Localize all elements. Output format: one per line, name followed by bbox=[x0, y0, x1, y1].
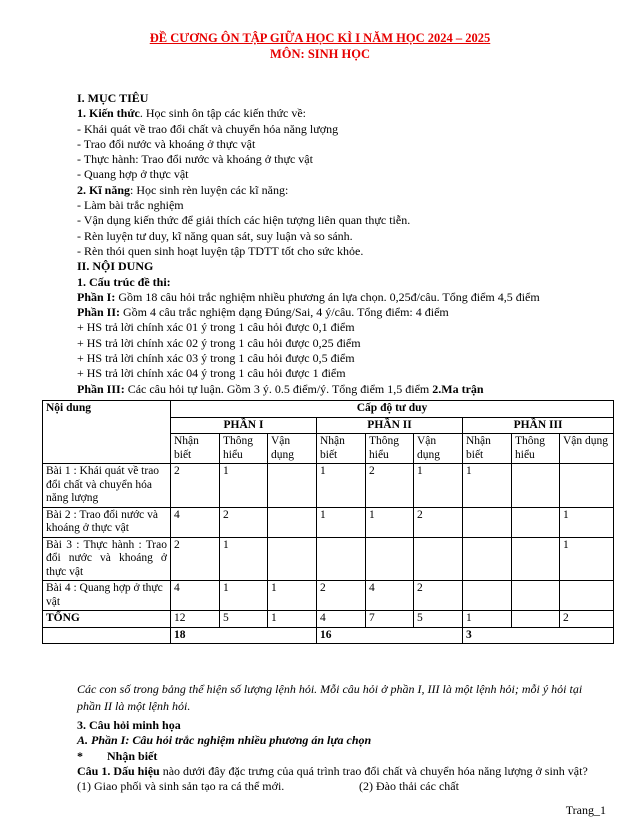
question-1-label: Câu 1. bbox=[77, 763, 111, 778]
scoring-item: + HS trả lời chính xác 03 ý trong 1 câu hỏi được 0,5 điểm bbox=[77, 351, 355, 366]
cell bbox=[366, 537, 414, 581]
grand-total-part2: 16 bbox=[317, 627, 463, 644]
level-line bbox=[77, 749, 597, 764]
level-header: Vận dụng bbox=[268, 434, 317, 464]
cell: 2 bbox=[414, 507, 463, 537]
level-header: Nhận biết bbox=[463, 434, 512, 464]
structure-heading: 1. Cấu trúc đề thi: bbox=[77, 274, 171, 289]
row-name: Bài 2 : Trao đổi nước và khoáng ở thực vật bbox=[43, 507, 171, 537]
matrix-note: Các con số trong bảng thể hiện số lượng lệnh hỏi. Mỗi câu hỏi ở phần I, III là một lệnh hỏi; mỗi ý hỏi tại phần II là một lệnh hỏi. bbox=[77, 682, 583, 713]
cell: 1 bbox=[560, 537, 614, 581]
cell: 2 bbox=[220, 507, 268, 537]
cell bbox=[560, 464, 614, 508]
cell: 1 bbox=[268, 581, 317, 611]
cell: 12 bbox=[171, 611, 220, 628]
scoring-item: + HS trả lời chính xác 04 ý trong 1 câu hỏi được 1 điểm bbox=[77, 366, 346, 381]
matrix-col-content: Nội dung bbox=[43, 401, 171, 464]
level-header: Thông hiểu bbox=[366, 434, 414, 464]
cell bbox=[317, 537, 366, 581]
cell: 2 bbox=[560, 611, 614, 628]
part2-label: Phần II: bbox=[77, 305, 121, 320]
question-1-text: nào dưới đây đặc trưng của quá trình trao đổi chất và chuyển hóa năng lượng ở sinh vật? bbox=[159, 763, 588, 778]
skills-item: - Vận dụng kiến thức để giải thích các hiện tượng liên quan thực tiễn. bbox=[77, 213, 411, 228]
cell bbox=[512, 537, 560, 581]
matrix-part-3: PHẦN III bbox=[463, 417, 614, 434]
cell bbox=[463, 537, 512, 581]
cell bbox=[463, 507, 512, 537]
cell: 1 bbox=[220, 537, 268, 581]
knowledge-label: 1. Kiến thức bbox=[77, 106, 140, 121]
option-2: (2) Đào thải các chất bbox=[359, 779, 459, 794]
cell: 1 bbox=[220, 581, 268, 611]
cell: 2 bbox=[317, 581, 366, 611]
grand-total-part3: 3 bbox=[463, 627, 614, 644]
row-name: Bài 1 : Khái quát về trao đổi chất và chuyển hóa năng lượng bbox=[43, 464, 171, 508]
cell: 2 bbox=[171, 464, 220, 508]
level-label: Nhận biết bbox=[107, 748, 158, 763]
cell bbox=[512, 611, 560, 628]
part1-text: Gồm 18 câu hỏi trắc nghiệm nhiều phương án lựa chọn. 0,25đ/câu. Tổng điểm 4,5 điểm bbox=[115, 289, 540, 304]
part-a-heading: A. Phần I: Câu hỏi trắc nghiệm nhiều phương án lựa chọn bbox=[77, 733, 372, 748]
option-1: (1) Giao phối và sinh sản tạo ra cá thể mới. bbox=[77, 779, 285, 794]
cell: 1 bbox=[220, 464, 268, 508]
cell bbox=[463, 581, 512, 611]
matrix-part-1: PHẦN I bbox=[171, 417, 317, 434]
part3-text: Các câu hỏi tự luận. Gồm 3 ý. 0.5 điểm/ý. Tổng điểm 1,5 điểm bbox=[124, 381, 433, 396]
cell bbox=[414, 537, 463, 581]
scoring-item: + HS trả lời chính xác 01 ý trong 1 câu hỏi được 0,1 điểm bbox=[77, 320, 355, 335]
table-row bbox=[43, 537, 614, 581]
level-header: Vận dụng bbox=[414, 434, 463, 464]
cell: 4 bbox=[366, 581, 414, 611]
cell: 2 bbox=[414, 581, 463, 611]
total-label: TỔNG bbox=[43, 611, 171, 628]
cell: 2 bbox=[171, 537, 220, 581]
cell: 1 bbox=[463, 611, 512, 628]
matrix-heading: 2.Ma trận bbox=[432, 381, 484, 396]
level-header: Vận dụng bbox=[560, 434, 614, 464]
cell bbox=[512, 464, 560, 508]
cell: 1 bbox=[317, 464, 366, 508]
skills-text: : Học sinh rèn luyện các kĩ năng: bbox=[130, 182, 289, 197]
skills-line bbox=[77, 183, 577, 198]
section-content-heading: II. NỘI DUNG bbox=[77, 259, 154, 274]
cell: 5 bbox=[220, 611, 268, 628]
skills-item: - Rèn luyện tư duy, kĩ năng quan sát, suy luận và so sánh. bbox=[77, 228, 353, 243]
grand-total-part1: 18 bbox=[171, 627, 317, 644]
knowledge-text: . Học sinh ôn tập các kiến thức về: bbox=[139, 106, 306, 121]
part3-line bbox=[77, 382, 577, 397]
document-title: ĐỀ CƯƠNG ÔN TẬP GIỮA HỌC KÌ I NĂM HỌC 2024 – 2025 bbox=[149, 31, 491, 45]
cell bbox=[268, 507, 317, 537]
cell: 7 bbox=[366, 611, 414, 628]
cell: 1 bbox=[317, 507, 366, 537]
cell: 1 bbox=[414, 464, 463, 508]
scoring-item: + HS trả lời chính xác 02 ý trong 1 câu hỏi được 0,25 điểm bbox=[77, 335, 361, 350]
part1-line bbox=[77, 290, 577, 305]
row-name: Bài 3 : Thực hành : Trao đổi nước và khoáng ở thực vật bbox=[43, 537, 171, 581]
part2-line bbox=[77, 305, 577, 320]
matrix-table bbox=[42, 400, 614, 644]
cell: 1 bbox=[463, 464, 512, 508]
cell: 1 bbox=[268, 611, 317, 628]
cell bbox=[268, 464, 317, 508]
row-name: Bài 4 : Quang hợp ở thực vật bbox=[43, 581, 171, 611]
skills-item: - Làm bài trắc nghiệm bbox=[77, 198, 184, 213]
total-row bbox=[43, 611, 614, 628]
table-row bbox=[43, 507, 614, 537]
table-row bbox=[43, 581, 614, 611]
subject-title: MÔN: SINH HỌC bbox=[270, 47, 370, 61]
level-header: Thông hiểu bbox=[220, 434, 268, 464]
question-1-keyword: Dấu hiệu bbox=[110, 763, 160, 778]
cell: 1 bbox=[366, 507, 414, 537]
bullet: * bbox=[77, 748, 83, 763]
matrix-col-levels: Cấp độ tư duy bbox=[171, 401, 614, 418]
cell: 4 bbox=[171, 507, 220, 537]
cell bbox=[268, 537, 317, 581]
cell: 4 bbox=[317, 611, 366, 628]
knowledge-item: - Quang hợp ở thực vật bbox=[77, 167, 189, 182]
knowledge-item: - Thực hành: Trao đổi nước và khoáng ở thực vật bbox=[77, 152, 313, 167]
page-number: Trang_1 bbox=[565, 803, 606, 817]
cell: 4 bbox=[171, 581, 220, 611]
matrix-header-row bbox=[43, 401, 614, 418]
question-1 bbox=[77, 764, 597, 779]
skills-label: 2. Kĩ năng bbox=[77, 182, 131, 197]
empty-cell bbox=[43, 627, 171, 644]
cell: 2 bbox=[366, 464, 414, 508]
questions-section bbox=[77, 718, 597, 794]
cell bbox=[512, 581, 560, 611]
cell: 5 bbox=[414, 611, 463, 628]
knowledge-item: - Trao đổi nước và khoáng ở thực vật bbox=[77, 136, 256, 151]
table-row bbox=[43, 464, 614, 508]
cell bbox=[512, 507, 560, 537]
cell bbox=[560, 581, 614, 611]
level-header: Nhận biết bbox=[171, 434, 220, 464]
section-objectives-heading: I. MỤC TIÊU bbox=[77, 91, 149, 105]
skills-item: - Rèn thói quen sinh hoạt luyện tập TDTT tốt cho sức khỏe. bbox=[77, 243, 364, 258]
part3-label: Phần III: bbox=[77, 381, 125, 396]
level-header: Thông hiểu bbox=[512, 434, 560, 464]
content-body bbox=[77, 91, 577, 397]
cell: 1 bbox=[560, 507, 614, 537]
grand-total-row bbox=[43, 627, 614, 644]
options-line bbox=[77, 779, 597, 794]
knowledge-item: - Khái quát về trao đổi chất và chuyển hóa năng lượng bbox=[77, 121, 339, 136]
part1-label: Phần I: bbox=[77, 289, 116, 304]
part2-text: Gồm 4 câu trắc nghiệm dạng Đúng/Sai, 4 ý/câu. Tổng điểm: 4 điểm bbox=[120, 305, 449, 320]
matrix-part-2: PHẦN II bbox=[317, 417, 463, 434]
level-header: Nhận biết bbox=[317, 434, 366, 464]
knowledge-line bbox=[77, 106, 577, 121]
questions-heading: 3. Câu hỏi minh họa bbox=[77, 718, 181, 732]
